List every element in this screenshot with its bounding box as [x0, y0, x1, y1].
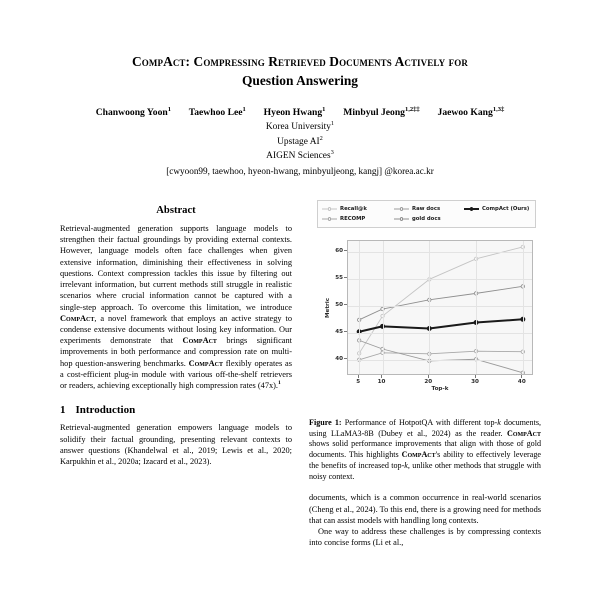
caption-part-5: , unlike other methods that struggle with noisy context.: [309, 460, 541, 481]
chart-series-svg: [348, 241, 533, 375]
chart-plot-area: [347, 240, 533, 375]
abstract-part-1: Retrieval-augmented generation supports language models to strengthen their factual groundings by providing external contexts. However, language models often face challenges when given extensive information, diminishing their effectiveness in solving questions. Context compression tackles this issue by filtering out irrelevant information, but current methods still struggle in realistic scenarios where crucial information cannot be captured with a single-step approach. To overcome this limitation, we introduce: [60, 224, 292, 312]
intro-paragraph-2: One way to address these challenges is by compressing contexts into concise forms (Li et al.,: [309, 526, 541, 548]
legend-label: RECOMP: [340, 216, 366, 222]
author-affil-marker: 1: [242, 105, 246, 113]
affiliation-marker: 2: [319, 134, 323, 142]
affiliation-name: Korea University: [265, 122, 331, 133]
legend-label: Raw docs: [412, 206, 441, 212]
chart-y-tick-label: 45: [335, 328, 343, 335]
right-column: [309, 198, 541, 548]
intro-right-continuation: documents, which is a common occurrence in real-world scenarios (Cheng et al., 2024). To this end, there is a growing need for methods that can assist models with handling long contexts.: [309, 493, 541, 525]
legend-marker-line-icon: [464, 206, 479, 213]
chart-hotpotqa-topk: [309, 198, 541, 416]
author-name: Hyeon Hwang: [263, 107, 323, 119]
chart-gridline-horizontal: [348, 306, 532, 307]
affiliation-name: Upstage AI: [277, 136, 320, 147]
legend-item-compact[interactable]: [464, 206, 531, 213]
chart-gridline-vertical: [359, 241, 360, 374]
intro-paragraph-1: Retrieval-augmented generation empowers language models to solidify their factual grounding, presenting relevant contexts to answer questions (Khandelwal et al., 2019; Lewis et al., 2020; Karpukhin et al., 2020a; Izacard et al., 2023).: [60, 423, 292, 466]
footnote-marker[interactable]: 1: [278, 380, 281, 387]
chart-y-tick-label: 50: [335, 301, 343, 308]
left-column: [60, 198, 292, 548]
author-affil-marker: 1,2‡‡: [404, 105, 420, 113]
affiliation-3: [62, 150, 538, 163]
abstract-part-3: brings significant improvements in both performance and compression rate on multi-hop question-answering benchmarks.: [60, 336, 292, 368]
chart-x-axis-label: Top-k: [431, 386, 449, 392]
chart-gridline-horizontal: [348, 279, 532, 280]
chart-gridline-vertical: [383, 241, 384, 374]
title-block: [0, 0, 600, 179]
caption-part-1: Performance of HotpotQA with different top-: [341, 418, 498, 427]
method-name: CompAct: [401, 450, 436, 460]
caption-part-2: documents, using LLaMA3-8B (Dubey et al., 2024) as the reader.: [309, 418, 541, 438]
affiliation-2: [62, 136, 538, 149]
legend-item-raw-docs[interactable]: [394, 206, 464, 213]
figure-1: [309, 198, 541, 482]
chart-gridline-horizontal: [348, 360, 532, 361]
legend-label: gold docs: [412, 216, 441, 222]
paper-title-line-1: CompAct: Compressing Retrieved Documents Actively for: [132, 54, 468, 69]
author-entry: [96, 107, 174, 118]
author-affil-marker: 1: [322, 105, 326, 113]
chart-y-tick-label: 40: [335, 355, 343, 362]
chart-x-tick-mark: [521, 375, 522, 378]
abstract-part-2: , a novel framework that employs an active strategy to condense extensive documents without losing key information. Our experiments demonstrate that: [60, 313, 292, 346]
affiliation-name: AIGEN Sciences: [266, 151, 331, 162]
legend-label: CompAct (Ours): [482, 206, 530, 212]
chart-plot-wrapper: [325, 240, 533, 392]
caption-part-3: shows solid performance improvements that align with those of gold documents. This highlights: [309, 439, 541, 460]
chart-gridline-vertical: [429, 241, 430, 374]
abstract-part-4: flexibly operates as a cost-efficient plug-in module with various off-the-shelf retrievers or readers, achieving exceptionally high compression rates (47x).: [60, 358, 292, 391]
legend-marker-line-icon: [394, 216, 409, 223]
chart-y-tick-mark: [344, 358, 347, 359]
chart-x-tick-mark: [358, 375, 359, 378]
legend-marker-line-icon: [322, 206, 337, 213]
method-name: CompAct: [188, 358, 223, 368]
legend-label: Recall@k: [340, 206, 367, 212]
chart-x-tick-mark: [428, 375, 429, 378]
chart-x-tick-label: 5: [356, 379, 361, 385]
legend-item-gold-docs[interactable]: [394, 216, 464, 223]
author-affil-marker: 1,3‡: [492, 105, 505, 113]
paper-title-line-2: Question Answering: [241, 73, 359, 89]
figure-label: Figure 1:: [309, 418, 342, 427]
chart-y-tick-mark: [344, 304, 347, 305]
chart-y-tick-mark: [344, 277, 347, 278]
chart-gridline-horizontal: [348, 252, 532, 253]
chart-y-tick-label: 55: [335, 274, 343, 281]
section-heading-introduction: [60, 404, 292, 416]
abstract-heading: Abstract: [156, 205, 196, 216]
legend-marker-line-icon: [322, 216, 337, 223]
author-name: Taewhoo Lee: [188, 107, 243, 119]
abstract-text: [60, 223, 292, 391]
author-entry: [261, 107, 328, 118]
chart-y-tick-mark: [344, 331, 347, 332]
legend-item-recall[interactable]: [322, 206, 394, 213]
section-title: Introduction: [75, 404, 136, 417]
page-title: [62, 52, 538, 90]
chart-x-tick-label: 20: [424, 379, 433, 385]
legend-marker-line-icon: [394, 206, 409, 213]
chart-legend: [317, 200, 536, 228]
figure-caption: [309, 418, 541, 482]
chart-gridline-vertical: [476, 241, 477, 374]
author-email: [cwyoon99, taewhoo, hyeon-hwang, minbyuljeong, kangj] @korea.ac.kr: [166, 166, 434, 177]
author-name: Minbyul Jeong: [343, 107, 405, 119]
chart-x-tick-label: 40: [517, 379, 526, 385]
two-column-body: [0, 198, 600, 548]
chart-y-tick-label: 60: [335, 247, 343, 254]
author-entry: [341, 107, 422, 118]
chart-gridline-horizontal: [348, 333, 532, 334]
caption-part-4: 's ability to effectively leverage the benefits of increased top-: [309, 450, 541, 470]
legend-item-recomp[interactable]: [322, 216, 394, 223]
affiliation-marker: 3: [330, 149, 334, 157]
method-name: CompAct: [60, 313, 95, 323]
affiliation-marker: 1: [330, 120, 335, 128]
chart-gridline-vertical: [523, 241, 524, 374]
chart-x-tick-label: 30: [471, 379, 479, 385]
affiliation-1: [62, 121, 538, 134]
chart-y-tick-mark: [344, 250, 347, 251]
chart-x-tick-mark: [475, 375, 476, 378]
chart-x-tick-label: 10: [377, 379, 386, 385]
author-name: Jaewoo Kang: [437, 107, 493, 119]
chart-series-line: [359, 340, 523, 372]
author-entry: [435, 107, 504, 118]
section-number: 1: [60, 404, 66, 417]
author-entry: [186, 107, 248, 118]
chart-series-line: [359, 247, 523, 353]
author-name: Chanwoong Yoon: [95, 107, 168, 119]
author-affil-marker: 1: [167, 105, 172, 113]
method-name: CompAct: [506, 428, 541, 438]
caption-k-italic: k: [404, 460, 408, 470]
method-name: CompAct: [182, 336, 217, 346]
chart-x-tick-mark: [381, 375, 382, 378]
author-list: [62, 106, 538, 179]
chart-y-axis-label: Metric: [325, 297, 332, 318]
caption-k-italic: k: [497, 418, 501, 427]
